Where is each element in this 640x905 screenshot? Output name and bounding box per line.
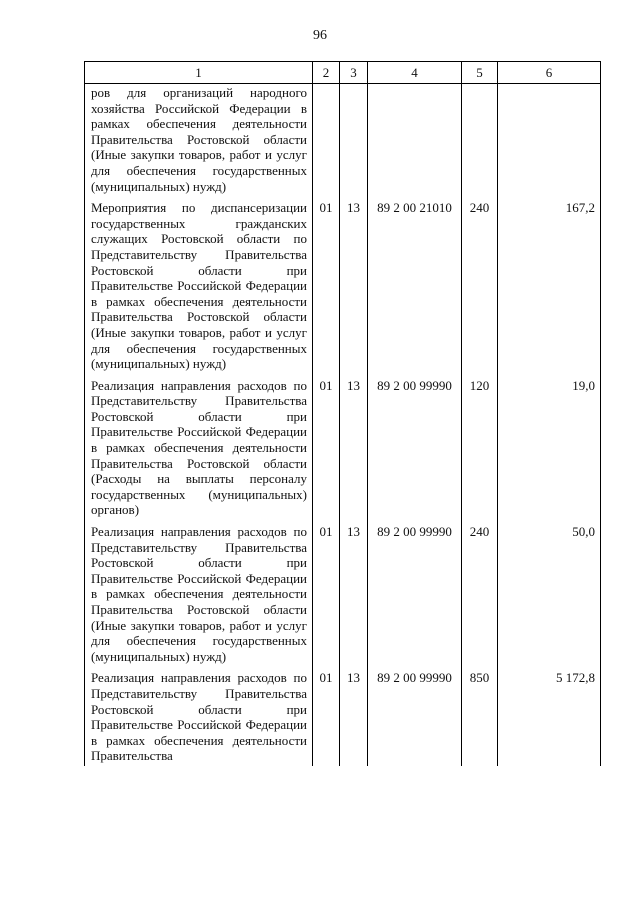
budget-table — [84, 61, 601, 766]
row-subsection: 13 — [340, 518, 368, 664]
row-expense-type: 240 — [462, 518, 498, 664]
table-row — [85, 664, 601, 766]
row-target-code — [368, 84, 462, 195]
header-row — [85, 62, 601, 84]
header-col-2: 2 — [313, 62, 340, 84]
table-body — [85, 84, 601, 767]
row-amount: 5 172,8 — [498, 664, 601, 766]
header-col-3: 3 — [340, 62, 368, 84]
row-section: 01 — [313, 194, 340, 372]
header-col-5: 5 — [462, 62, 498, 84]
row-subsection: 13 — [340, 372, 368, 518]
row-subsection — [340, 84, 368, 195]
row-expense-type: 850 — [462, 664, 498, 766]
row-description: Реализация направления расходов по Представительству Правительства Ростовской области при Правительстве Российской Федерации в рамках обеспечения деятельности Правительства Ростовской области (Иные закупки товаров, работ и услуг для обеспечения государственных (муниципальных) нужд) — [85, 518, 313, 664]
row-expense-type: 240 — [462, 194, 498, 372]
row-subsection: 13 — [340, 194, 368, 372]
header-col-6: 6 — [498, 62, 601, 84]
row-section: 01 — [313, 372, 340, 518]
row-target-code: 89 2 00 99990 — [368, 664, 462, 766]
row-section: 01 — [313, 664, 340, 766]
header-col-1: 1 — [85, 62, 313, 84]
row-expense-type: 120 — [462, 372, 498, 518]
row-target-code: 89 2 00 21010 — [368, 194, 462, 372]
row-description: Реализация направления расходов по Представительству Правительства Ростовской области при Правительстве Российской Федерации в рамках обеспечения деятельности Правительства — [85, 664, 313, 766]
row-description: Реализация направления расходов по Представительству Правительства Ростовской области при Правительстве Российской Федерации в рамках обеспечения деятельности Правительства Ростовской области (Расходы на выплаты персоналу государственных (муниципальных) органов) — [85, 372, 313, 518]
row-section — [313, 84, 340, 195]
header-col-4: 4 — [368, 62, 462, 84]
table-row — [85, 372, 601, 518]
row-target-code: 89 2 00 99990 — [368, 518, 462, 664]
row-amount: 19,0 — [498, 372, 601, 518]
row-amount: 50,0 — [498, 518, 601, 664]
row-description: ров для организаций народного хозяйства Российской Федерации в рамках обеспечения деятельности Правительства Ростовской области (Иные закупки товаров, работ и услуг для обеспечения государственных (муниципальных) нужд) — [85, 84, 313, 195]
row-amount: 167,2 — [498, 194, 601, 372]
row-amount — [498, 84, 601, 195]
row-expense-type — [462, 84, 498, 195]
row-section: 01 — [313, 518, 340, 664]
row-subsection: 13 — [340, 664, 368, 766]
table-row — [85, 194, 601, 372]
table-header — [85, 62, 601, 84]
table-row — [85, 84, 601, 195]
row-description: Мероприятия по диспансеризации государственных гражданских служащих Ростовской области по Представительству Правительства Ростовской области при Правительстве Российской Федерации в рамках обеспечения деятельности Правительства Ростовской области (Иные закупки товаров, работ и услуг для обеспечения государственных (муниципальных) нужд) — [85, 194, 313, 372]
page-number: 96 — [313, 28, 327, 43]
table-row — [85, 518, 601, 664]
row-target-code: 89 2 00 99990 — [368, 372, 462, 518]
